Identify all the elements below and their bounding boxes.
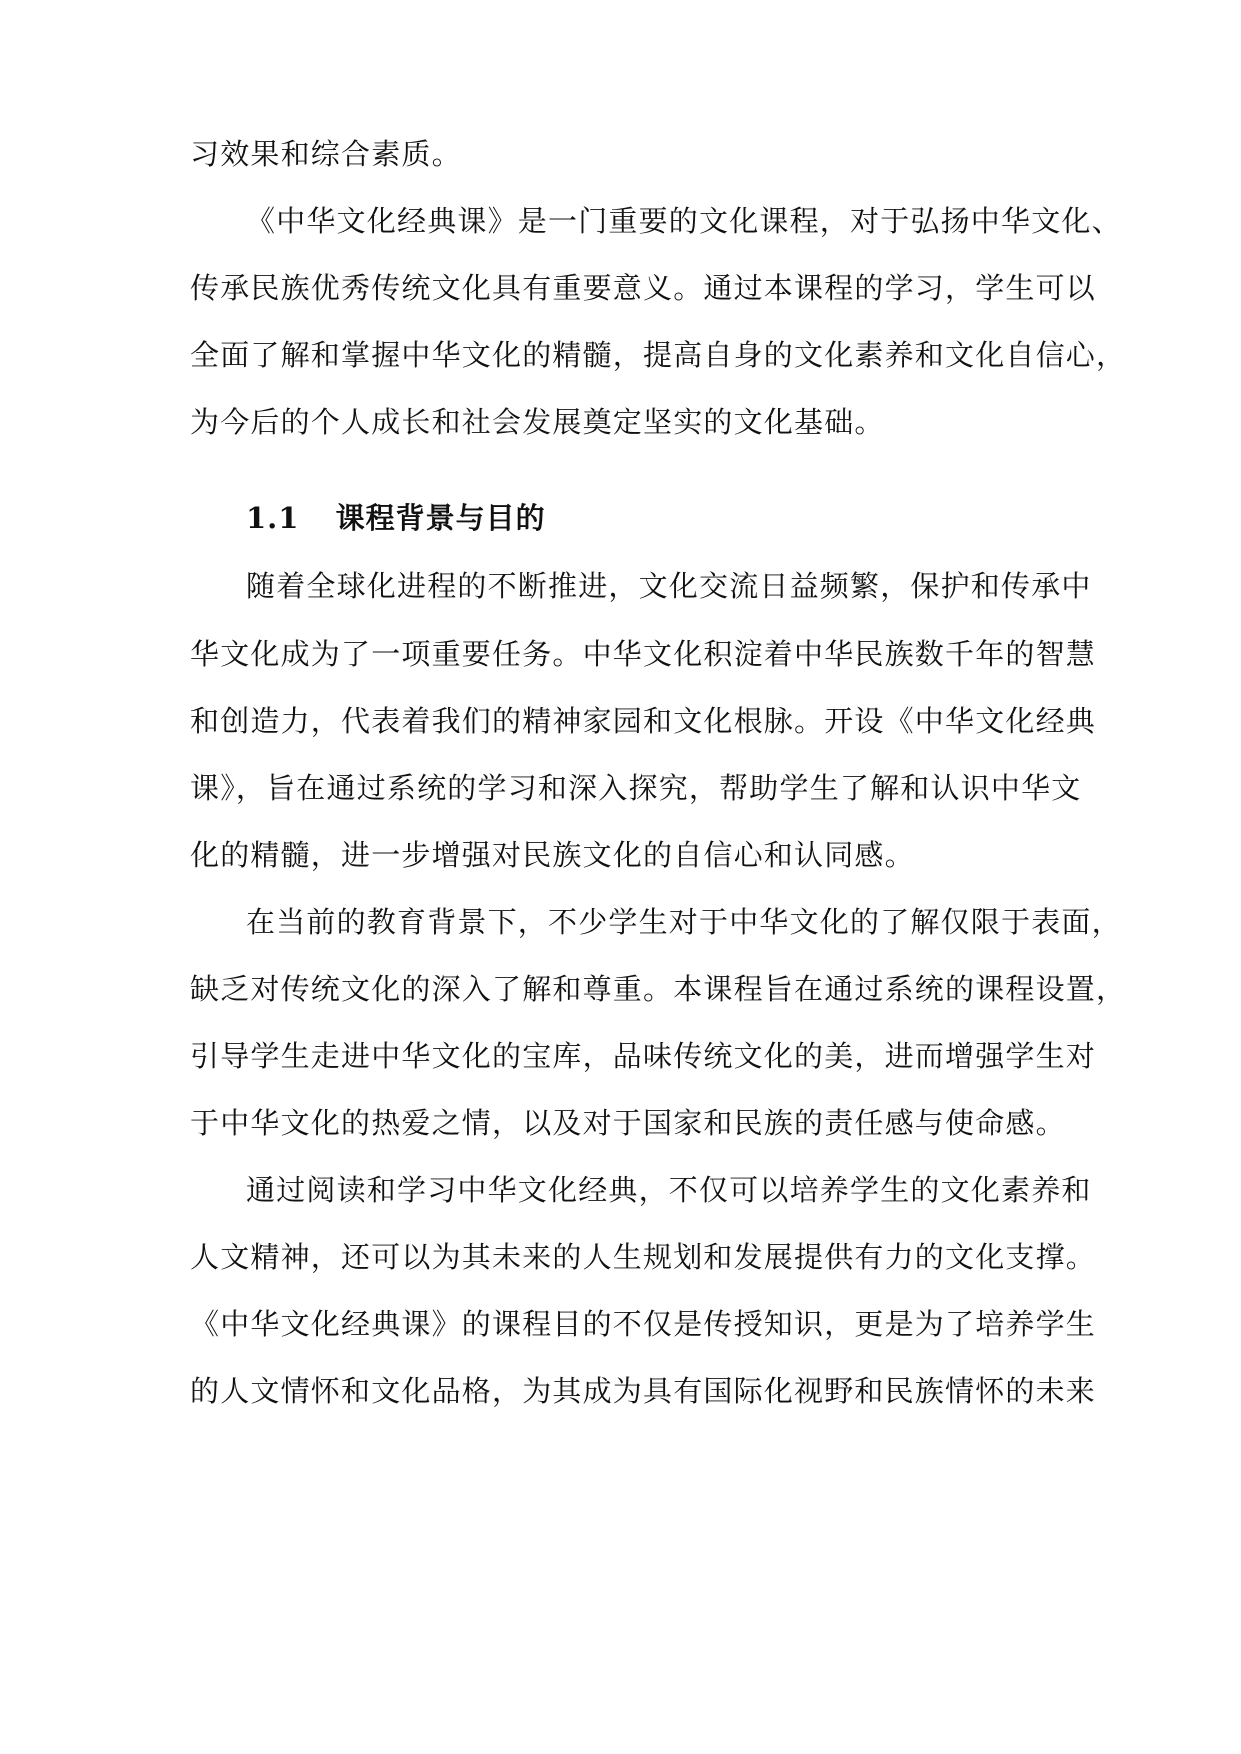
paragraph-line: 全面了解和掌握中华文化的精髓，提高自身的文化素养和文化自信心， <box>190 338 1127 372</box>
paragraph-line: 《中华文化经典课》是一门重要的文化课程，对于弘扬中华文化、 <box>246 204 1122 238</box>
paragraph-line: 为今后的个人成长和社会发展奠定坚实的文化基础。 <box>190 405 885 439</box>
section-number: 1.1 <box>246 501 300 535</box>
paragraph-line: 引导学生走进中华文化的宝库，品味传统文化的美，进而增强学生对 <box>190 1039 1097 1073</box>
paragraph-line: 缺乏对传统文化的深入了解和尊重。本课程旨在通过系统的课程设置， <box>190 972 1127 1006</box>
paragraph-line: 传承民族优秀传统文化具有重要意义。通过本课程的学习，学生可以 <box>190 271 1097 305</box>
paragraph-line: 的人文情怀和文化品格，为其成为具有国际化视野和民族情怀的未来 <box>190 1374 1097 1408</box>
paragraph-line: 在当前的教育背景下，不少学生对于中华文化的了解仅限于表面， <box>246 905 1122 939</box>
paragraph-line: 和创造力，代表着我们的精神家园和文化根脉。开设《中华文化经典 <box>190 704 1097 738</box>
paragraph-line: 于中华文化的热爱之情，以及对于国家和民族的责任感与使命感。 <box>190 1106 1066 1140</box>
section-heading <box>246 498 546 538</box>
paragraph-line: 华文化成为了一项重要任务。中华文化积淀着中华民族数千年的智慧 <box>190 637 1097 671</box>
paragraph-line: 课》，旨在通过系统的学习和深入探究，帮助学生了解和认识中华文 <box>190 771 1082 805</box>
paragraph-line: 《中华文化经典课》的课程目的不仅是传授知识，更是为了培养学生 <box>190 1307 1097 1341</box>
section-title: 课程背景与目的 <box>335 501 546 535</box>
paragraph-line: 通过阅读和学习中华文化经典，不仅可以培养学生的文化素养和 <box>246 1173 1092 1207</box>
paragraph-line: 人文精神，还可以为其未来的人生规划和发展提供有力的文化支撑。 <box>190 1240 1097 1274</box>
paragraph-line: 随着全球化进程的不断推进，文化交流日益频繁，保护和传承中 <box>246 569 1092 603</box>
paragraph-line: 化的精髓，进一步增强对民族文化的自信心和认同感。 <box>190 838 915 872</box>
paragraph-line: 习效果和综合素质。 <box>190 137 462 171</box>
